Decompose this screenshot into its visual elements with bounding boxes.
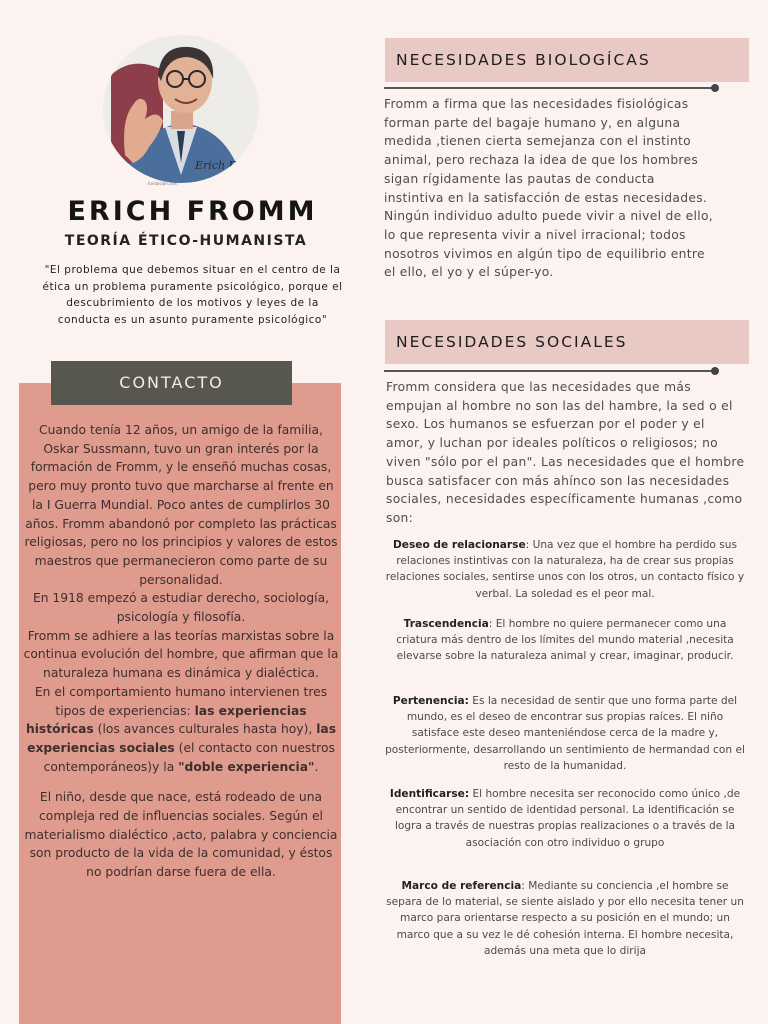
bio-paragraph-5: El niño, desde que nace, está rodeado de una compleja red de influencias sociales. Según el materialismo dialéctico ,acto, palabra y conciencia son producto de la vida de la comunidad, y éstos no podrían darse fuera de ella.	[24, 790, 338, 880]
bio-p4-text: .	[314, 759, 319, 774]
need-marco-referencia	[383, 878, 747, 959]
bio-p4-bold-sociales: las experiencias sociales	[27, 722, 337, 755]
social-heading: NECESIDADES SOCIALES	[385, 320, 749, 364]
bio-text	[22, 421, 340, 882]
need-term: Pertenencia:	[392, 695, 469, 707]
portrait-image	[103, 35, 259, 183]
need-text: Una vez que el hombre ha perdido sus relaciones instintivas con la naturaleza, ha de crear sus propias relaciones sociales, sentirse unos con los otros, un contacto físico y verbal. La soledad es el peor mal.	[385, 539, 745, 600]
need-identificarse	[383, 786, 747, 851]
bio-paragraph-2: En 1918 empezó a estudiar derecho, sociología, psicología y filosofía.	[32, 591, 330, 625]
divider-dot-icon	[711, 84, 719, 92]
bio-p4-bold-doble: "doble experiencia"	[178, 759, 315, 774]
need-text: El hombre no quiere permanecer como una criatura más dentro de los límites del mundo material ,necesita elevarse sobre la naturaleza animal y crear, imaginar, producir.	[396, 618, 734, 663]
need-trascendencia	[383, 616, 747, 665]
social-intro: Fromm considera que las necesidades que más empujan al hombre no son las del hambre, la sed o el sexo. Los humanos se esfuerzan por el poder y el amor, y luchan por ideales políticos o religiosos; no viven "sólo por el pan". Las necesidades que el hombre busca satisfacer con más ahínco son las necesidades sociales, necesidades específicamente humanas ,como son:	[386, 380, 745, 525]
need-text: Mediante su conciencia ,el hombre se separa de lo material, se siente aislado y por ello necesita tener un marco para orientarse respecto a su posición en el mundo; un marco que a su vez le dé cohesión interna. El hombre necesita, además una meta que lo dirija	[386, 880, 744, 957]
need-term: Identificarse:	[389, 788, 470, 800]
need-separator: :	[488, 618, 496, 630]
bio-p4-text: En el comportamiento humano intervienen tres tipos de experiencias:	[34, 684, 328, 718]
need-term: Marco de referencia	[401, 880, 522, 892]
bio-p4-bold-historicas: las experiencias históricas	[25, 703, 307, 737]
quote-text: "El problema que debemos situar en el centro de la ética un problema puramente psicológico, porque el descubrimiento de los motivos y leyes de la conducta es un asunto puramente psicológico"	[42, 264, 343, 326]
need-text: Es la necesidad de sentir que uno forma parte del mundo, es el deseo de encontrar sus propias raíces. El niño satisface este deseo manteniéndose cerca de la madre y, posteriormente, desarrollando un sentimiento de hermandad con el resto de la humanidad.	[385, 695, 745, 772]
bio-paragraph-1: Cuando tenía 12 años, un amigo de la familia, Oskar Sussmann, tuvo un gran interés por la formación de Fromm, y le enseñó muchas cosas, pero muy pronto tuvo que marcharse al frente en la I Guerra Mundial. Poco antes de cumplirlos 30 años. Fromm abandonó por completo las prácticas religiosas, pero no los principios y valores de estos maestros que permanecieron como parte de su personalidad.	[24, 423, 338, 587]
signature-text: Erich Fr	[195, 159, 242, 172]
contact-label: CONTACTO	[51, 361, 292, 405]
need-separator: :	[525, 539, 533, 551]
need-text: El hombre necesita ser reconocido como único ,de encontrar un sentido de identidad personal. La identificación se logra a través de nuestras propias realizaciones o a través de la asociación con otro individuo o grupo	[394, 788, 741, 849]
bio-paragraph-3: Fromm se adhiere a las teorías marxistas sobre la continua evolución del hombre, que afirman que la naturaleza humana es dinámica y dialéctica.	[23, 628, 339, 681]
image-credit: fundación.com	[148, 181, 178, 186]
biological-heading: NECESIDADES BIOLOGÍCAS	[385, 38, 749, 82]
page-title: ERICH FROMM	[67, 196, 318, 227]
social-divider	[384, 370, 714, 372]
biological-text: Fromm a firma que las necesidades fisiológicas forman parte del bagaje humano y, en alguna medida ,tienen cierta semejanza con el instinto animal, pero rechaza la idea de que los hombres sigan rígidamente las pautas de conducta instintiva en la satisfacción de estas necesidades. Ningún individuo adulto puede vivir a nivel de ello, lo que representa vivir a nivel irracional; todos nosotros vivimos en algún tipo de equilibrio entre el ello, el yo y el súper-yo.	[384, 97, 714, 280]
need-separator: :	[521, 880, 529, 892]
bio-paragraph-4	[22, 683, 340, 777]
bio-p4-text: (los avances culturales hasta hoy),	[93, 722, 317, 737]
need-term: Deseo de relacionarse	[392, 539, 526, 551]
page-subtitle: TEORÍA ÉTICO-HUMANISTA	[64, 233, 308, 249]
need-term: Trascendencia	[403, 618, 489, 630]
divider-dot-icon	[711, 367, 719, 375]
biological-divider	[384, 87, 714, 89]
need-pertenencia	[383, 693, 747, 774]
bio-p4-text: (el contacto con nuestros contemporáneos)y la	[43, 740, 335, 774]
need-relacionarse	[383, 537, 747, 602]
